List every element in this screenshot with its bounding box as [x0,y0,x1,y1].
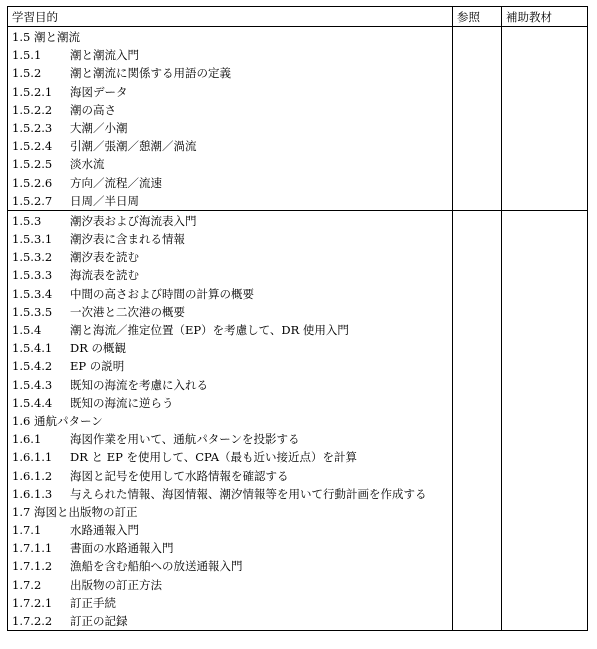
item-number: 1.5.2.7 [12,193,53,208]
item-text: 海流表を読む [70,268,139,283]
list-item [12,174,448,192]
item-text: 淡水流 [70,157,105,172]
list-item [12,521,448,539]
syllabus-table [7,6,588,631]
list-item [12,64,448,82]
list-item [12,394,448,412]
item-text: 水路通報入門 [70,523,139,538]
item-number: 1.7.1.1 [12,541,53,556]
list-item [12,266,448,284]
item-text: 潮汐表および海流表入門 [70,213,197,228]
list-item [12,412,448,430]
item-text: 潮と潮流に関係する用語の定義 [70,66,231,81]
item-text: 日周／半日周 [70,193,139,208]
item-text: 漁船を含む船舶への放送通報入門 [70,559,243,574]
list-item [12,376,448,394]
item-number: 1.5.4.3 [12,377,53,392]
item-number: 1.5.3.3 [12,268,53,283]
list-item [12,339,448,357]
list-item [12,503,448,521]
item-number: 1.6.1.2 [12,468,53,483]
list-item [12,303,448,321]
item-number: 1.5.3.2 [12,250,53,265]
materials-cell [502,27,588,211]
item-text: 潮の高さ [70,102,116,117]
item-text: 既知の海流を考慮に入れる [70,377,208,392]
item-number: 1.5.2 [12,66,42,81]
item-number: 1.7.1.2 [12,559,53,574]
item-number: 1.5.4.4 [12,395,53,410]
materials-cell [502,210,588,630]
header-row [8,7,588,27]
list-item [12,357,448,375]
reference-cell [453,27,502,211]
list-item [12,230,448,248]
item-number: 1.6.1.3 [12,486,53,501]
list-item [12,485,448,503]
list-item [12,594,448,612]
item-number: 1.5.3.4 [12,286,53,301]
item-text: 海図と記号を使用して水路情報を確認する [70,468,289,483]
item-text: 一次港と二次港の概要 [70,304,185,319]
item-text: 書面の水路通報入門 [70,541,174,556]
item-number: 1.5.2.6 [12,175,53,190]
item-text: 大潮／小潮 [70,120,128,135]
section-row [8,210,588,630]
item-number: 1.5.1 [12,48,42,63]
list-item [12,101,448,119]
header-reference: 参照 [453,7,502,27]
item-text: 海図作業を用いて、通航パターンを投影する [70,432,300,447]
list-item [12,539,448,557]
list-item [12,576,448,594]
list-item [12,46,448,64]
list-item [12,83,448,101]
item-text: 既知の海流に逆らう [70,395,174,410]
list-item [12,448,448,466]
list-item [12,192,448,210]
item-text: DR の概観 [70,341,127,356]
item-text: 潮と潮流 [33,30,80,44]
item-number: 1.5 [12,30,31,44]
list-item [12,28,448,46]
item-text: EP の説明 [70,359,125,374]
list-item [12,430,448,448]
item-number: 1.7 [12,504,31,519]
item-number: 1.5.2.5 [12,157,53,172]
item-text: 方向／流程／流速 [70,175,162,190]
item-text: 潮汐表に含まれる情報 [70,232,185,247]
list-item [12,119,448,137]
item-number: 1.5.2.1 [12,84,53,99]
item-number: 1.5.3.1 [12,232,53,247]
list-item [12,212,448,230]
item-number: 1.5.4.1 [12,341,53,356]
list-item [12,467,448,485]
list-item [12,321,448,339]
item-text: 出版物の訂正方法 [70,577,162,592]
item-number: 1.5.3 [12,213,42,228]
item-text: 通航パターン [33,413,103,428]
item-text: 中間の高さおよび時間の計算の概要 [70,286,254,301]
item-number: 1.7.1 [12,523,42,538]
item-number: 1.5.4 [12,323,42,337]
item-text: 訂正の記録 [70,614,128,629]
item-text: 潮と海流／推定位置（EP）を考慮して、DR 使用入門 [70,323,349,337]
item-text: 訂正手続 [70,595,116,610]
list-item [12,155,448,173]
list-item [12,285,448,303]
item-number: 1.5.2.4 [12,139,53,154]
item-number: 1.5.4.2 [12,359,53,374]
item-number: 1.5.3.5 [12,304,53,319]
list-item [12,557,448,575]
item-text: 海図データ [70,84,128,99]
objectives-cell [8,27,453,211]
list-item [12,612,448,630]
list-item [12,137,448,155]
reference-cell [453,210,502,630]
item-number: 1.5.2.2 [12,102,53,117]
item-text: 潮と潮流入門 [70,48,139,63]
item-number: 1.7.2.1 [12,595,53,610]
item-text: 海図と出版物の訂正 [33,504,138,519]
item-number: 1.6 [12,413,31,428]
header-objectives: 学習目的 [8,7,453,27]
header-materials: 補助教材 [502,7,588,27]
objectives-cell [8,210,453,630]
item-number: 1.5.2.3 [12,120,53,135]
item-number: 1.6.1 [12,432,42,447]
item-text: DR と EP を使用して、CPA（最も近い接近点）を計算 [70,450,358,465]
item-text: 引潮／張潮／憩潮／渦流 [70,139,197,154]
item-number: 1.7.2.2 [12,614,53,629]
item-number: 1.6.1.1 [12,450,53,465]
item-number: 1.7.2 [12,577,42,592]
section-row [8,27,588,211]
list-item [12,248,448,266]
item-text: 潮汐表を読む [70,250,139,265]
item-text: 与えられた情報、海図情報、潮汐情報等を用いて行動計画を作成する [70,486,427,501]
